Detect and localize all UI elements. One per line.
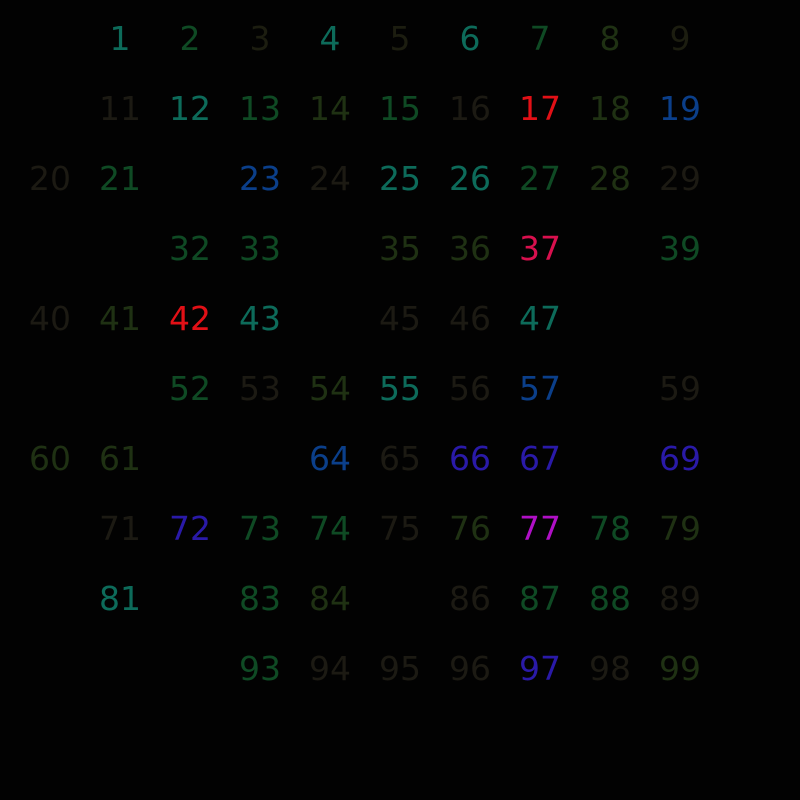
grid-number: 20 [29,158,71,198]
grid-number: 26 [449,158,491,198]
grid-number: 37 [519,228,561,268]
grid-number: 73 [239,508,281,548]
grid-number: 54 [309,368,351,408]
grid-number: 87 [519,578,561,618]
grid-number: 99 [659,648,701,688]
grid-number: 78 [589,508,631,548]
grid-number: 53 [239,368,281,408]
grid-number: 35 [379,228,421,268]
grid-number: 89 [659,578,701,618]
grid-number: 88 [589,578,631,618]
grid-number: 59 [659,368,701,408]
grid-number: 21 [99,158,141,198]
grid-number: 17 [519,88,561,128]
grid-number: 28 [589,158,631,198]
grid-number: 66 [449,438,491,478]
grid-number: 42 [169,298,211,338]
grid-number: 55 [379,368,421,408]
grid-number: 96 [449,648,491,688]
grid-number: 7 [529,18,551,58]
grid-number: 24 [309,158,351,198]
grid-number: 40 [29,298,71,338]
grid-number: 18 [589,88,631,128]
grid-number: 93 [239,648,281,688]
grid-number: 74 [309,508,351,548]
grid-number: 46 [449,298,491,338]
grid-number: 57 [519,368,561,408]
grid-number: 27 [519,158,561,198]
grid-number: 3 [249,18,271,58]
grid-number: 79 [659,508,701,548]
grid-number: 12 [169,88,211,128]
grid-number: 61 [99,438,141,478]
grid-number: 71 [99,508,141,548]
grid-number: 56 [449,368,491,408]
grid-number: 9 [669,18,691,58]
grid-number: 84 [309,578,351,618]
grid-number: 97 [519,648,561,688]
grid-number: 86 [449,578,491,618]
grid-number: 64 [309,438,351,478]
grid-number: 19 [659,88,701,128]
grid-number: 43 [239,298,281,338]
grid-number: 33 [239,228,281,268]
grid-number: 98 [589,648,631,688]
grid-number: 29 [659,158,701,198]
grid-number: 13 [239,88,281,128]
grid-number: 77 [519,508,561,548]
grid-number: 69 [659,438,701,478]
grid-number: 11 [99,88,141,128]
grid-number: 39 [659,228,701,268]
grid-number: 23 [239,158,281,198]
grid-number: 75 [379,508,421,548]
grid-number: 72 [169,508,211,548]
grid-number: 52 [169,368,211,408]
grid-number: 83 [239,578,281,618]
grid-number: 76 [449,508,491,548]
grid-number: 4 [319,18,341,58]
grid-number: 36 [449,228,491,268]
grid-number: 14 [309,88,351,128]
grid-number: 95 [379,648,421,688]
grid-number: 32 [169,228,211,268]
grid-number: 65 [379,438,421,478]
grid-number: 6 [459,18,481,58]
grid-number: 16 [449,88,491,128]
grid-number: 1 [109,18,131,58]
grid-number: 25 [379,158,421,198]
grid-number: 81 [99,578,141,618]
grid-number: 94 [309,648,351,688]
grid-number: 8 [599,18,621,58]
grid-number: 5 [389,18,411,58]
grid-number: 45 [379,298,421,338]
grid-number: 41 [99,298,141,338]
grid-number: 67 [519,438,561,478]
grid-number: 60 [29,438,71,478]
grid-number: 47 [519,298,561,338]
grid-number: 15 [379,88,421,128]
grid-number: 2 [179,18,201,58]
